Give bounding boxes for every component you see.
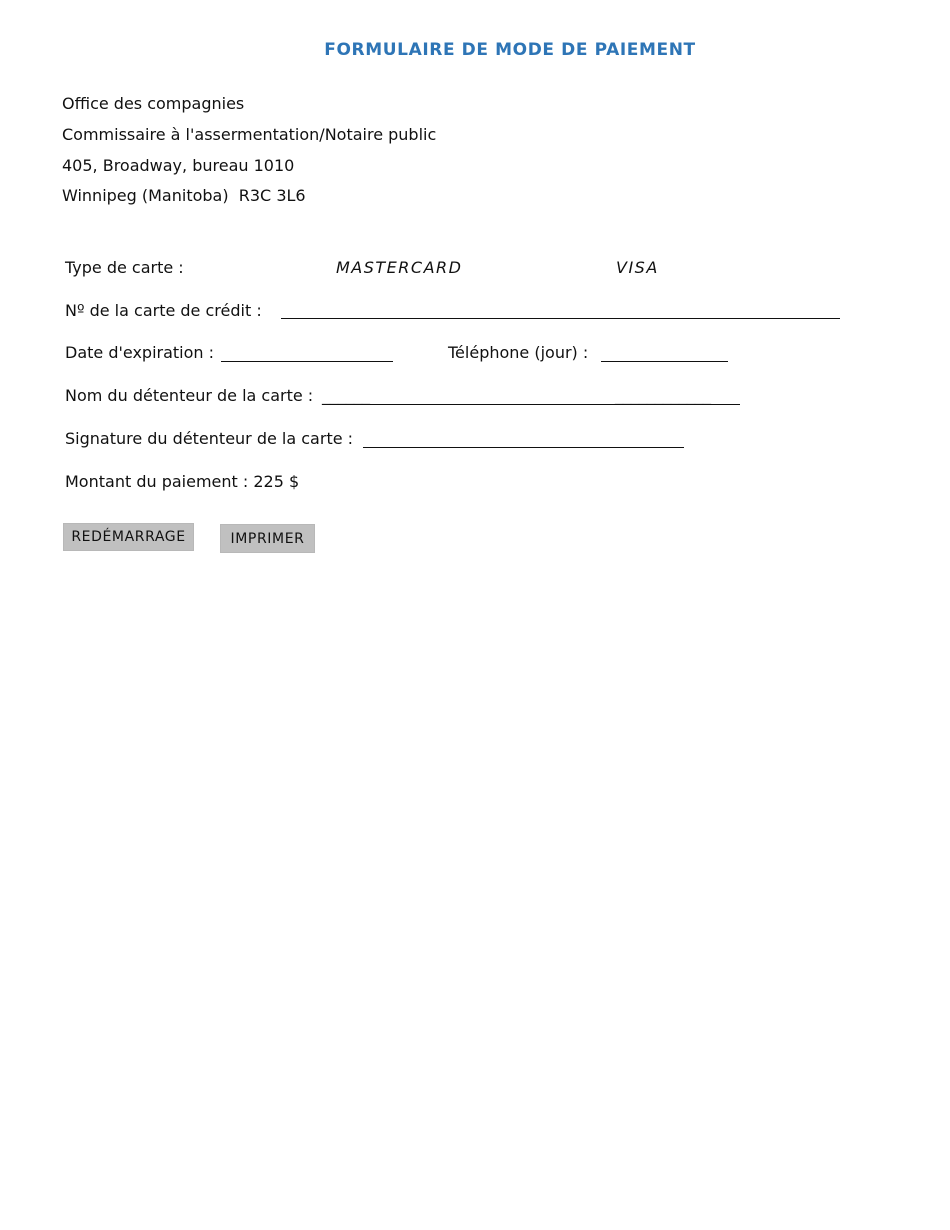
address-line-3: 405, Broadway, bureau 1010 xyxy=(62,156,295,175)
expiration-field[interactable] xyxy=(221,361,393,362)
address-line-1: Office des compagnies xyxy=(62,94,245,113)
expiration-label: Date d'expiration : xyxy=(65,343,215,362)
signature-field[interactable] xyxy=(363,447,684,448)
card-type-label: Type de carte : xyxy=(65,258,184,277)
amount-value: 225 $ xyxy=(253,472,300,491)
print-button[interactable]: IMPRIMER xyxy=(220,524,315,553)
holder-name-dash-left: ______ xyxy=(322,386,370,405)
address-line-2: Commissaire à l'assermentation/Notaire public xyxy=(62,125,437,144)
holder-name-label: Nom du détenteur de la carte : xyxy=(65,386,314,405)
card-option-mastercard[interactable]: MASTERCARD xyxy=(336,258,463,277)
signature-label: Signature du détenteur de la carte : xyxy=(65,429,354,448)
amount-label: Montant du paiement : xyxy=(65,472,249,491)
card-number-label: Nº de la carte de crédit : xyxy=(65,301,262,320)
holder-name-dash-right: ____________ xyxy=(615,386,711,405)
amount-row xyxy=(65,472,299,491)
form-title: FORMULAIRE DE MODE DE PAIEMENT xyxy=(324,40,696,60)
restart-button[interactable]: REDÉMARRAGE xyxy=(63,523,194,551)
card-number-field[interactable] xyxy=(281,318,840,319)
phone-field[interactable] xyxy=(601,361,728,362)
address-line-4: Winnipeg (Manitoba) R3C 3L6 xyxy=(62,186,306,205)
phone-label: Téléphone (jour) : xyxy=(448,343,589,362)
card-option-visa[interactable]: VISA xyxy=(616,258,659,277)
